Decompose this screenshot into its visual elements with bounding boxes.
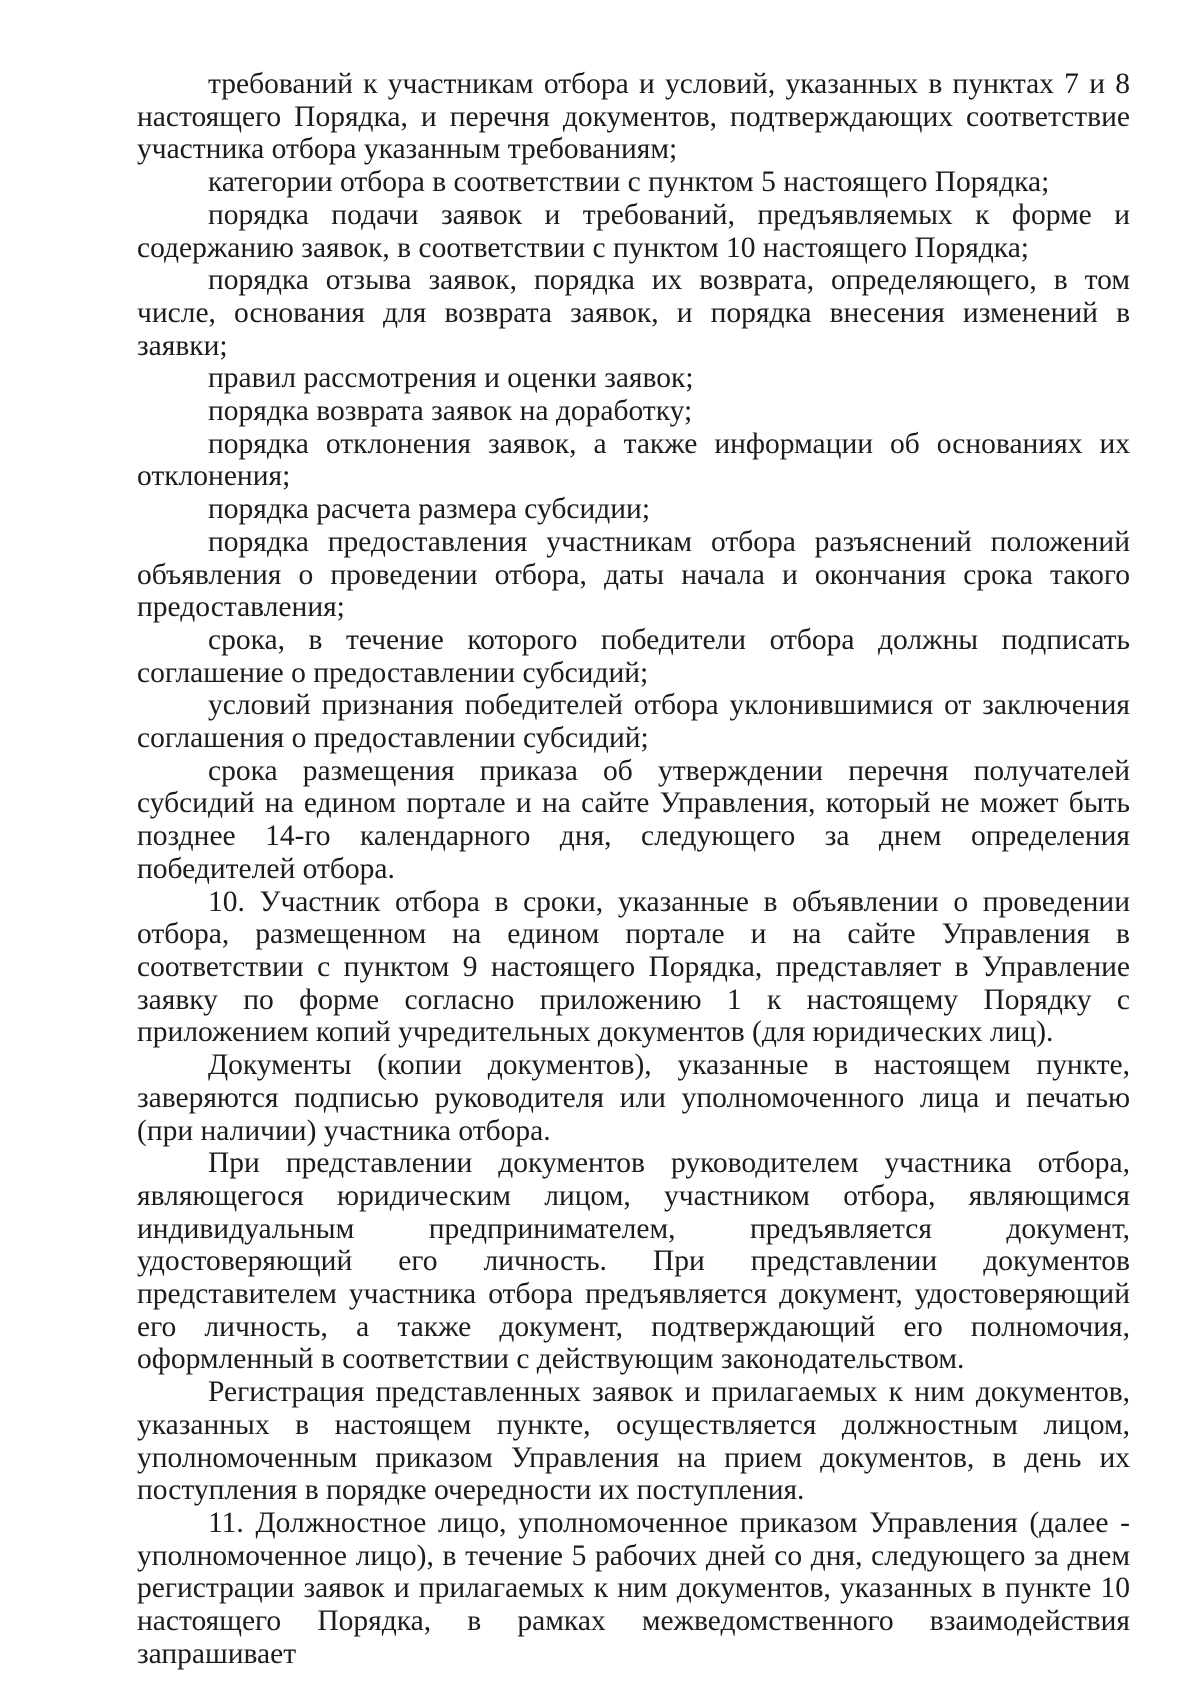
paragraph-documents-certification: Документы (копии документов), указанные в настоящем пункте, заверяются подписью руководителя или уполномоченного лица и печатью (при наличии) участника отбора. bbox=[137, 1049, 1130, 1147]
paragraph-rejection-order: порядка отклонения заявок, а также информации об основаниях их отклонения; bbox=[137, 427, 1130, 493]
paragraph-item-11: 11. Должностное лицо, уполномоченное приказом Управления (далее - уполномоченное лицо), в течение 5 рабочих дней со дня, следующего за днем регистрации заявок и прилагаемых к ним документов, указанных в пункте 10 настоящего Порядка, в рамках межведомственного взаимодействия запрашивает bbox=[137, 1506, 1130, 1670]
document-page bbox=[137, 68, 1130, 1670]
paragraph-publication-term: срока размещения приказа об утверждении перечня получателей субсидий на едином портале и на сайте Управления, который не может быть позднее 14-го календарного дня, следующего за днем определения победителей отбора. bbox=[137, 754, 1130, 885]
paragraph-withdrawal-order: порядка отзыва заявок, порядка их возврата, определяющего, в том числе, основания для возврата заявок, и порядка внесения изменений в заявки; bbox=[137, 264, 1130, 362]
paragraph-return-for-revision: порядка возврата заявок на доработку; bbox=[208, 395, 693, 428]
paragraph-signing-term: срока, в течение которого победители отбора должны подписать соглашение о предоставлении субсидий; bbox=[137, 623, 1130, 689]
paragraph-clarifications: порядка предоставления участникам отбора разъяснений положений объявления о проведении отбора, даты начала и окончания срока такого предоставления; bbox=[137, 525, 1130, 624]
paragraph-identity-documents: При представлении документов руководителем участника отбора, являющегося юридическим лицом, участником отбора, являющимся индивидуальным предпринимателем, предъявляется документ, удостоверяющий его личность. При представлении документов представителем участника отбора предъявляется документ, удостоверяющий его личность, а также документ, подтверждающий его полномочия, оформленный в соответствии с действующим законодательством. bbox=[137, 1147, 1130, 1376]
paragraph-requirements: требований к участникам отбора и условий, указанных в пунктах 7 и 8 настоящего Порядка, и перечня документов, подтверждающих соответствие участника отбора указанным требованиям; bbox=[137, 68, 1130, 166]
paragraph-item-10: 10. Участник отбора в сроки, указанные в объявлении о проведении отбора, размещенном на едином портале и на сайте Управления в соответствии с пунктом 9 настоящего Порядка, представляет в Управление заявку по форме согласно приложению 1 к настоящему Порядку с приложением копий учредительных документов (для юридических лиц). bbox=[137, 885, 1130, 1049]
paragraph-registration: Регистрация представленных заявок и прилагаемых к ним документов, указанных в настоящем пункте, осуществляется должностным лицом, уполномоченным приказом Управления на прием документов, в день их поступления в порядке очередности их поступления. bbox=[137, 1376, 1130, 1507]
paragraph-review-rules: правил рассмотрения и оценки заявок; bbox=[208, 362, 694, 395]
paragraph-subsidy-calculation: порядка расчета размера субсидии; bbox=[208, 493, 651, 526]
paragraph-categories: категории отбора в соответствии с пунктом 5 настоящего Порядка; bbox=[208, 166, 1050, 199]
paragraph-evasion-conditions: условий признания победителей отбора уклонившимися от заключения соглашения о предоставлении субсидий; bbox=[137, 689, 1130, 755]
paragraph-submission-order: порядка подачи заявок и требований, предъявляемых к форме и содержанию заявок, в соответствии с пунктом 10 настоящего Порядка; bbox=[137, 198, 1130, 264]
